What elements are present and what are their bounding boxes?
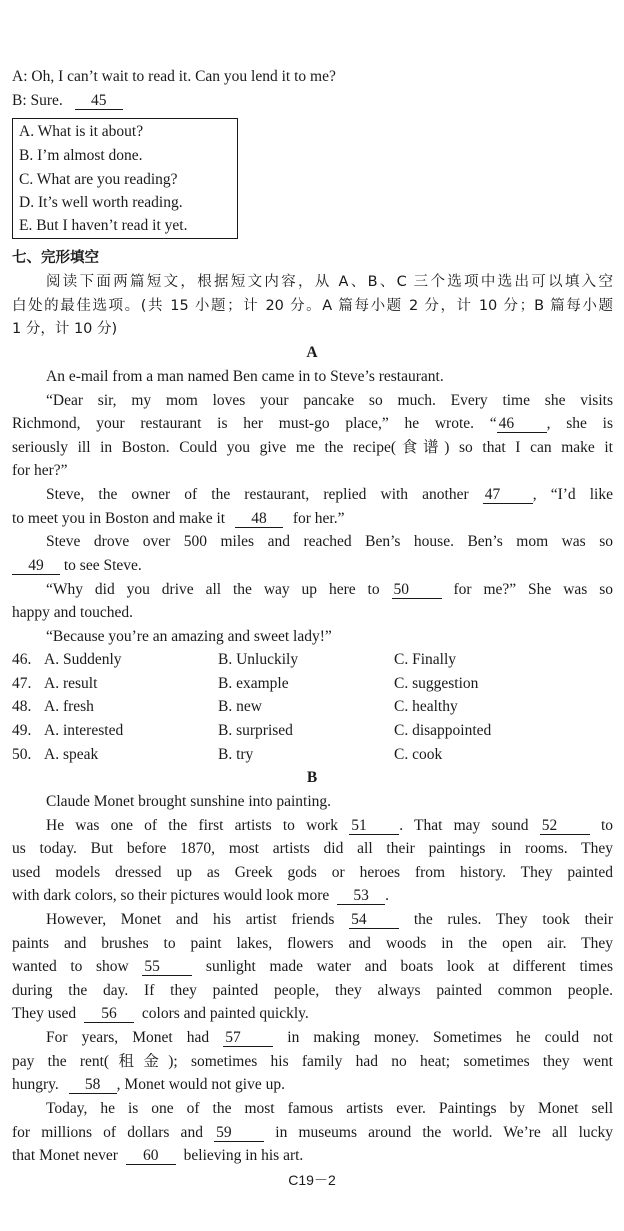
passage-a-line bbox=[46, 485, 613, 505]
blank-58[interactable]: 58 bbox=[69, 1077, 117, 1094]
option-a: A. What is it about? bbox=[19, 123, 144, 140]
passage-b-title: B bbox=[306, 769, 318, 786]
blank-46[interactable]: 46 bbox=[497, 416, 547, 433]
passage-a-line: for her?” bbox=[12, 462, 68, 479]
choice-b[interactable]: B. Unluckily bbox=[218, 651, 299, 668]
blank-52[interactable]: 52 bbox=[540, 818, 590, 835]
passage-b-line: during the day. If they painted people, they always painted common people. bbox=[12, 982, 613, 999]
passage-b-line bbox=[12, 1004, 309, 1024]
passage-b-text: sunlight made water and boats look at different times bbox=[205, 958, 614, 975]
choice-a[interactable]: A. speak bbox=[44, 746, 99, 763]
blank-45[interactable]: 45 bbox=[75, 93, 123, 110]
passage-a-text: Steve, the owner of the restaurant, replied with another bbox=[46, 486, 469, 503]
passage-b-line bbox=[46, 1028, 613, 1048]
blank-50[interactable]: 50 bbox=[392, 582, 442, 599]
passage-a-text: for her.” bbox=[292, 510, 345, 527]
blank-51[interactable]: 51 bbox=[349, 818, 399, 835]
passage-b-line bbox=[46, 910, 613, 930]
blank-53[interactable]: 53 bbox=[337, 888, 385, 905]
passage-b-text: in making money. Sometimes he could not bbox=[287, 1029, 613, 1046]
question-number: 48. bbox=[12, 698, 32, 715]
passage-b-line: used models dressed up as Greek gods or heroes from history. They painted bbox=[12, 864, 613, 881]
passage-b-line: paints and brushes to paint lakes, flowers and woods in the open air. They bbox=[12, 935, 613, 952]
passage-a-line: seriously ill in Boston. Could you give me the recipe(食谱) so that I can make it bbox=[12, 439, 613, 456]
choice-a[interactable]: A. result bbox=[44, 675, 98, 692]
passage-a-text: to meet you in Boston and make it bbox=[12, 510, 226, 527]
blank-55[interactable]: 55 bbox=[142, 959, 192, 976]
passage-a-text: for me?” She was so bbox=[453, 581, 614, 598]
choice-c[interactable]: C. disappointed bbox=[394, 722, 492, 739]
passage-b-text: with dark colors, so their pictures would look more bbox=[12, 887, 330, 904]
passage-a-line: Steve drove over 500 miles and reached Ben’s house. Ben’s mom was so bbox=[46, 533, 613, 550]
blank-57[interactable]: 57 bbox=[223, 1030, 273, 1047]
blank-60[interactable]: 60 bbox=[126, 1148, 176, 1165]
passage-b-text: They used bbox=[12, 1005, 77, 1022]
question-number: 47. bbox=[12, 675, 32, 692]
choice-c[interactable]: C. Finally bbox=[394, 651, 457, 668]
choice-b[interactable]: B. new bbox=[218, 698, 262, 715]
passage-b-text: believing in his art. bbox=[183, 1147, 304, 1164]
passage-b-text: to bbox=[600, 817, 614, 834]
options-box bbox=[12, 118, 238, 239]
blank-56[interactable]: 56 bbox=[84, 1006, 134, 1023]
passage-b-text: in museums around the world. We’re all lucky bbox=[275, 1124, 614, 1141]
passage-b-line: us today. But before 1870, most artists did all their paintings in rooms. They bbox=[12, 840, 613, 857]
passage-b-text: , Monet would not give up. bbox=[116, 1076, 285, 1093]
passage-b-text: . That may sound bbox=[399, 817, 529, 834]
passage-a-line bbox=[12, 414, 613, 434]
dialogue-line-b bbox=[12, 91, 123, 111]
question-number: 49. bbox=[12, 722, 32, 739]
blank-49[interactable]: 49 bbox=[12, 558, 60, 575]
blank-47[interactable]: 47 bbox=[483, 487, 533, 504]
passage-b-line: Today, he is one of the most famous artists ever. Paintings by Monet sell bbox=[46, 1100, 613, 1117]
choice-a[interactable]: A. interested bbox=[44, 722, 124, 739]
passage-b-text: He was one of the first artists to work bbox=[46, 817, 338, 834]
passage-b-line bbox=[12, 1075, 285, 1095]
passage-b-text: the rules. They took their bbox=[413, 911, 614, 928]
choice-c[interactable]: C. suggestion bbox=[394, 675, 479, 692]
passage-b-text: For years, Monet had bbox=[46, 1029, 210, 1046]
passage-b-line bbox=[12, 886, 389, 906]
passage-b-text: wanted to show bbox=[12, 958, 129, 975]
choice-b[interactable]: B. surprised bbox=[218, 722, 293, 739]
passage-b-text: However, Monet and his artist friends bbox=[46, 911, 335, 928]
choice-b[interactable]: B. example bbox=[218, 675, 289, 692]
blank-54[interactable]: 54 bbox=[349, 912, 399, 929]
passage-a-text: , she is bbox=[546, 415, 613, 432]
option-c: C. What are you reading? bbox=[19, 171, 178, 188]
choice-b[interactable]: B. try bbox=[218, 746, 254, 763]
passage-a-text: to see Steve. bbox=[63, 557, 142, 574]
question-number: 50. bbox=[12, 746, 32, 763]
dialogue-line-b-text: B: Sure. bbox=[12, 92, 63, 109]
choice-c[interactable]: C. cook bbox=[394, 746, 443, 763]
passage-b-line bbox=[12, 1146, 303, 1166]
section-heading: 七、完形填空 bbox=[12, 250, 99, 266]
blank-59[interactable]: 59 bbox=[214, 1125, 264, 1142]
passage-b-text: . bbox=[385, 887, 390, 904]
passage-a-text: , “I’d like bbox=[532, 486, 613, 503]
passage-b-line bbox=[12, 1123, 613, 1143]
option-e: E. But I haven’t read it yet. bbox=[19, 217, 188, 234]
instructions-line-1: 阅读下面两篇短文，根据短文内容，从 A、B、C 三个选项中选出可以填入空 bbox=[46, 274, 613, 290]
option-d: D. It’s well worth reading. bbox=[19, 194, 183, 211]
passage-a-line: “Dear sir, my mom loves your pancake so much. Every time she visits bbox=[46, 392, 613, 409]
instructions-line-2: 白处的最佳选项。(共 15 小题；计 20 分。A 篇每小题 2 分，计 10 分；B 篇每小题 bbox=[12, 298, 613, 314]
passage-b-text: that Monet never bbox=[12, 1147, 118, 1164]
passage-a-line bbox=[46, 580, 613, 600]
passage-b-line bbox=[12, 957, 613, 977]
instructions-line-3: 1 分，计 10 分) bbox=[12, 321, 118, 337]
passage-a-line bbox=[12, 556, 142, 576]
passage-b-text: hungry. bbox=[12, 1076, 59, 1093]
passage-b-line: pay the rent(租金); sometimes his family had no heat; sometimes they went bbox=[12, 1053, 613, 1070]
passage-a-line bbox=[12, 509, 345, 529]
passage-a-line: “Because you’re an amazing and sweet lady!” bbox=[46, 628, 332, 645]
passage-a-text: Richmond, your restaurant is her must-go place,” he wrote. “ bbox=[12, 415, 497, 432]
page-number: C19－2 bbox=[288, 1172, 336, 1188]
blank-48[interactable]: 48 bbox=[235, 511, 283, 528]
choice-a[interactable]: A. Suddenly bbox=[44, 651, 122, 668]
passage-b-text: colors and painted quickly. bbox=[141, 1005, 309, 1022]
option-b: B. I’m almost done. bbox=[19, 147, 143, 164]
passage-b-line bbox=[46, 816, 613, 836]
choice-c[interactable]: C. healthy bbox=[394, 698, 458, 715]
dialogue-line-a: A: Oh, I can’t wait to read it. Can you lend it to me? bbox=[12, 68, 336, 85]
passage-a-title: A bbox=[306, 344, 318, 361]
passage-a-line: An e-mail from a man named Ben came in to Steve’s restaurant. bbox=[46, 368, 444, 385]
choice-a[interactable]: A. fresh bbox=[44, 698, 94, 715]
passage-b-line: Claude Monet brought sunshine into painting. bbox=[46, 793, 332, 810]
passage-b-text: for millions of dollars and bbox=[12, 1124, 203, 1141]
question-number: 46. bbox=[12, 651, 32, 668]
passage-a-line: happy and touched. bbox=[12, 604, 133, 621]
passage-a-text: “Why did you drive all the way up here to bbox=[46, 581, 380, 598]
